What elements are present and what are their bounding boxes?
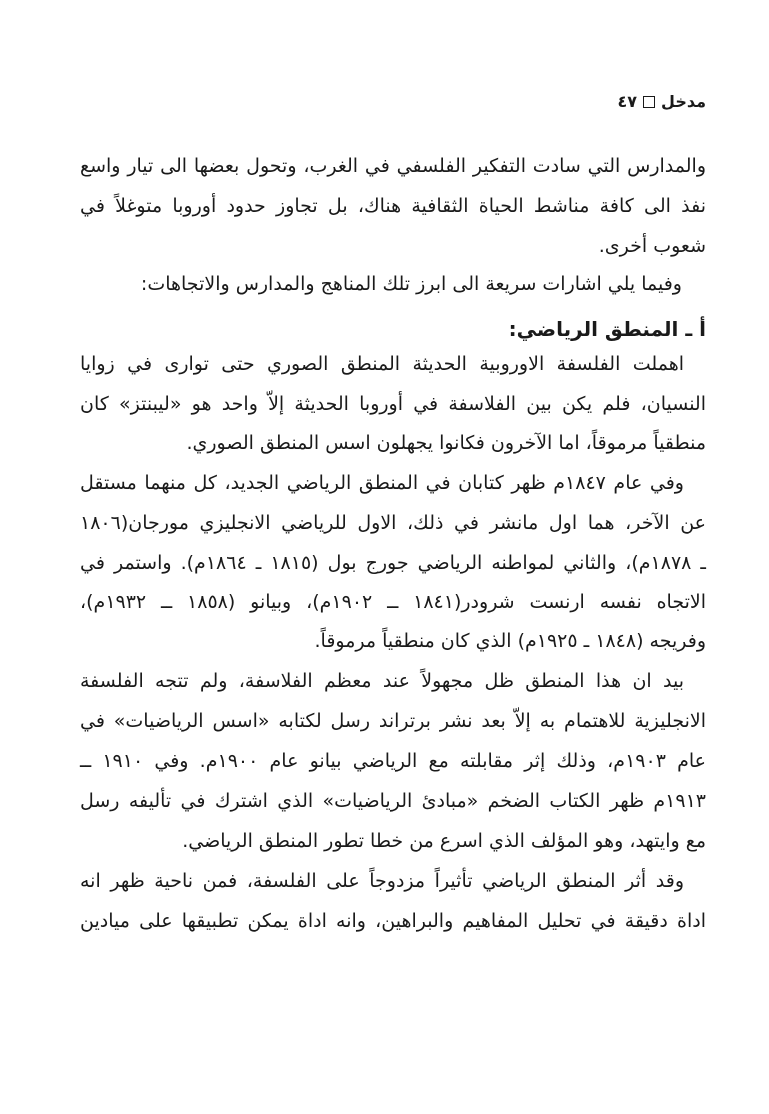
- text-line: ١٩١٣م ظهر الكتاب الضخم «مبادئ الرياضيات» الذي اشترك في تأليفه رسل: [80, 790, 706, 812]
- text-line: والمدارس التي سادت التفكير الفلسفي في الغرب، وتحول بعضها الى تيار واسع: [80, 155, 706, 177]
- text-line: الاتجاه نفسه ارنست شرودر(١٨٤١ ــ ١٩٠٢م)، وبيانو (١٨٥٨ ــ ١٩٣٢م)،: [80, 591, 707, 613]
- text-line: بيد ان هذا المنطق ظل مجهولاً عند معظم الفلاسفة، ولم تتجه الفلسفة: [80, 670, 684, 692]
- page-header: [618, 92, 707, 111]
- text-line: وفي عام ١٨٤٧م ظهر كتابان في المنطق الرياضي الجديد، كل منهما مستقل: [80, 472, 684, 494]
- text-line: وفريجه (١٨٤٨ ـ ١٩٢٥م) الذي كان منطقياً مرموقاً.: [314, 630, 706, 652]
- section-heading: أ ـ المنطق الرياضي:: [508, 317, 706, 341]
- text-line: اهملت الفلسفة الاوروبية الحديثة المنطق الصوري حتى توارى في زوايا: [80, 353, 684, 375]
- book-page: [80, 0, 706, 1114]
- square-ornament-icon: [643, 96, 655, 108]
- text-line: النسيان، فلم يكن بين الفلاسفة في أوروبا الحديثة إلاّ واحد هو «ليبنتز» كان: [80, 393, 706, 415]
- page-number: ٤٧: [617, 92, 638, 111]
- text-line: عن الآخر، هما اول مانشر في ذلك، الاول للرياضي الانجليزي مورجان(١٨٠٦: [80, 512, 706, 534]
- text-line: منطقياً مرموقاً، اما الآخرون فكانوا يجهلون اسس المنطق الصوري.: [186, 432, 706, 454]
- text-line: نفذ الى كافة مناشط الحياة الثقافية هناك، بل تجاوز حدود أوروبا متوغلاً في: [80, 195, 706, 217]
- text-line: وقد أثر المنطق الرياضي تأثيراً مزدوجاً على الفلسفة، فمن ناحية ظهر انه: [80, 870, 684, 892]
- text-line: اداة دقيقة في تحليل المفاهيم والبراهين، وانه اداة يمكن تطبيقها على ميادين: [80, 910, 706, 932]
- section-title: مدخل: [661, 92, 706, 111]
- text-line: الانجليزية للاهتمام به إلاّ بعد نشر برتراند رسل لكتابه «اسس الرياضيات» في: [80, 710, 706, 732]
- text-line: شعوب أخرى.: [598, 235, 706, 257]
- text-line: مع وايتهد، وهو المؤلف الذي اسرع من خطا تطور المنطق الرياضي.: [182, 830, 706, 852]
- text-line: ـ ١٨٧٨م)، والثاني لمواطنه الرياضي جورج بول (١٨١٥ ـ ١٨٦٤م). واستمر في: [80, 552, 706, 574]
- text-line: وفيما يلي اشارات سريعة الى ابرز تلك المناهج والمدارس والاتجاهات:: [140, 273, 682, 295]
- text-line: عام ١٩٠٣م، وذلك إثر مقابلته مع الرياضي بيانو عام ١٩٠٠م. وفي ١٩١٠ ــ: [80, 750, 706, 772]
